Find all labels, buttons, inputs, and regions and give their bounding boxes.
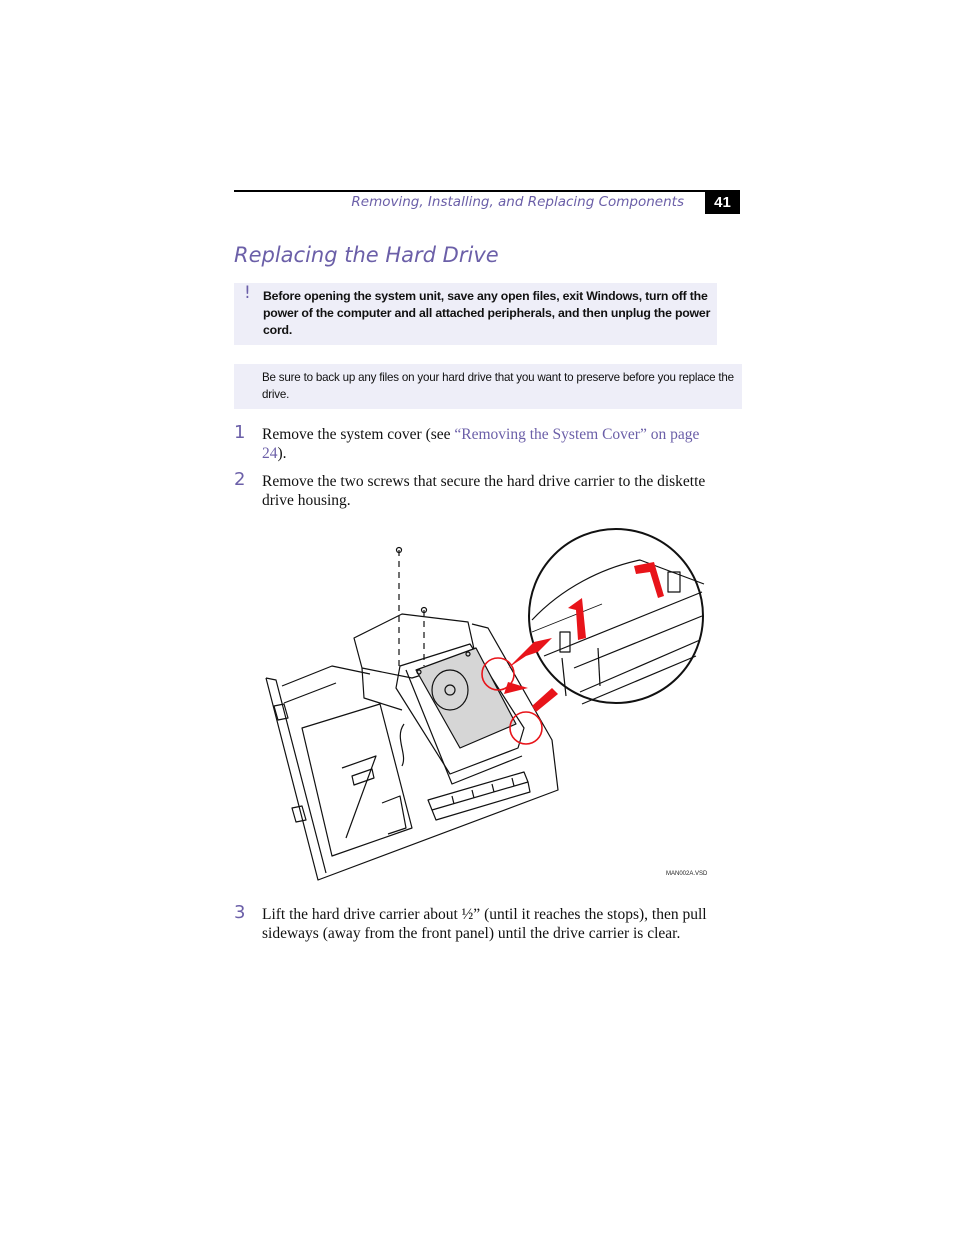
page-number: 41 [705, 192, 740, 214]
figure-caption: MAN002A.VSD [666, 871, 708, 877]
step-1-text-before: Remove the system cover (see [262, 426, 455, 443]
step-1-text-after: ). [277, 445, 287, 462]
section-title: Replacing the Hard Drive [234, 243, 499, 267]
running-header: Removing, Installing, and Replacing Components [351, 194, 684, 210]
header-rule [234, 190, 740, 192]
step-number-3: 3 [234, 902, 246, 923]
step-number-2: 2 [234, 469, 246, 490]
step-text-1 [262, 425, 724, 463]
step-number-1: 1 [234, 422, 246, 443]
step-text-3: Lift the hard drive carrier about ½” (until it reaches the stops), then pull sideways (away from the front panel) until the drive carrier is clear. [262, 906, 707, 942]
warning-text: Before opening the system unit, save any open files, exit Windows, turn off the power of the computer and all attached peripherals, and then unplug the power cord. [263, 289, 711, 337]
cross-reference-link[interactable]: “Removing the System Cover” on page 24 [262, 426, 700, 462]
hard-drive-removal-illustration [262, 528, 712, 883]
note-text: Be sure to back up any files on your hard drive that you want to preserve before you replace the drive. [262, 371, 734, 401]
step-text-2: Remove the two screws that secure the hard drive carrier to the diskette drive housing. [262, 473, 706, 509]
exclamation-icon: ! [244, 283, 251, 303]
